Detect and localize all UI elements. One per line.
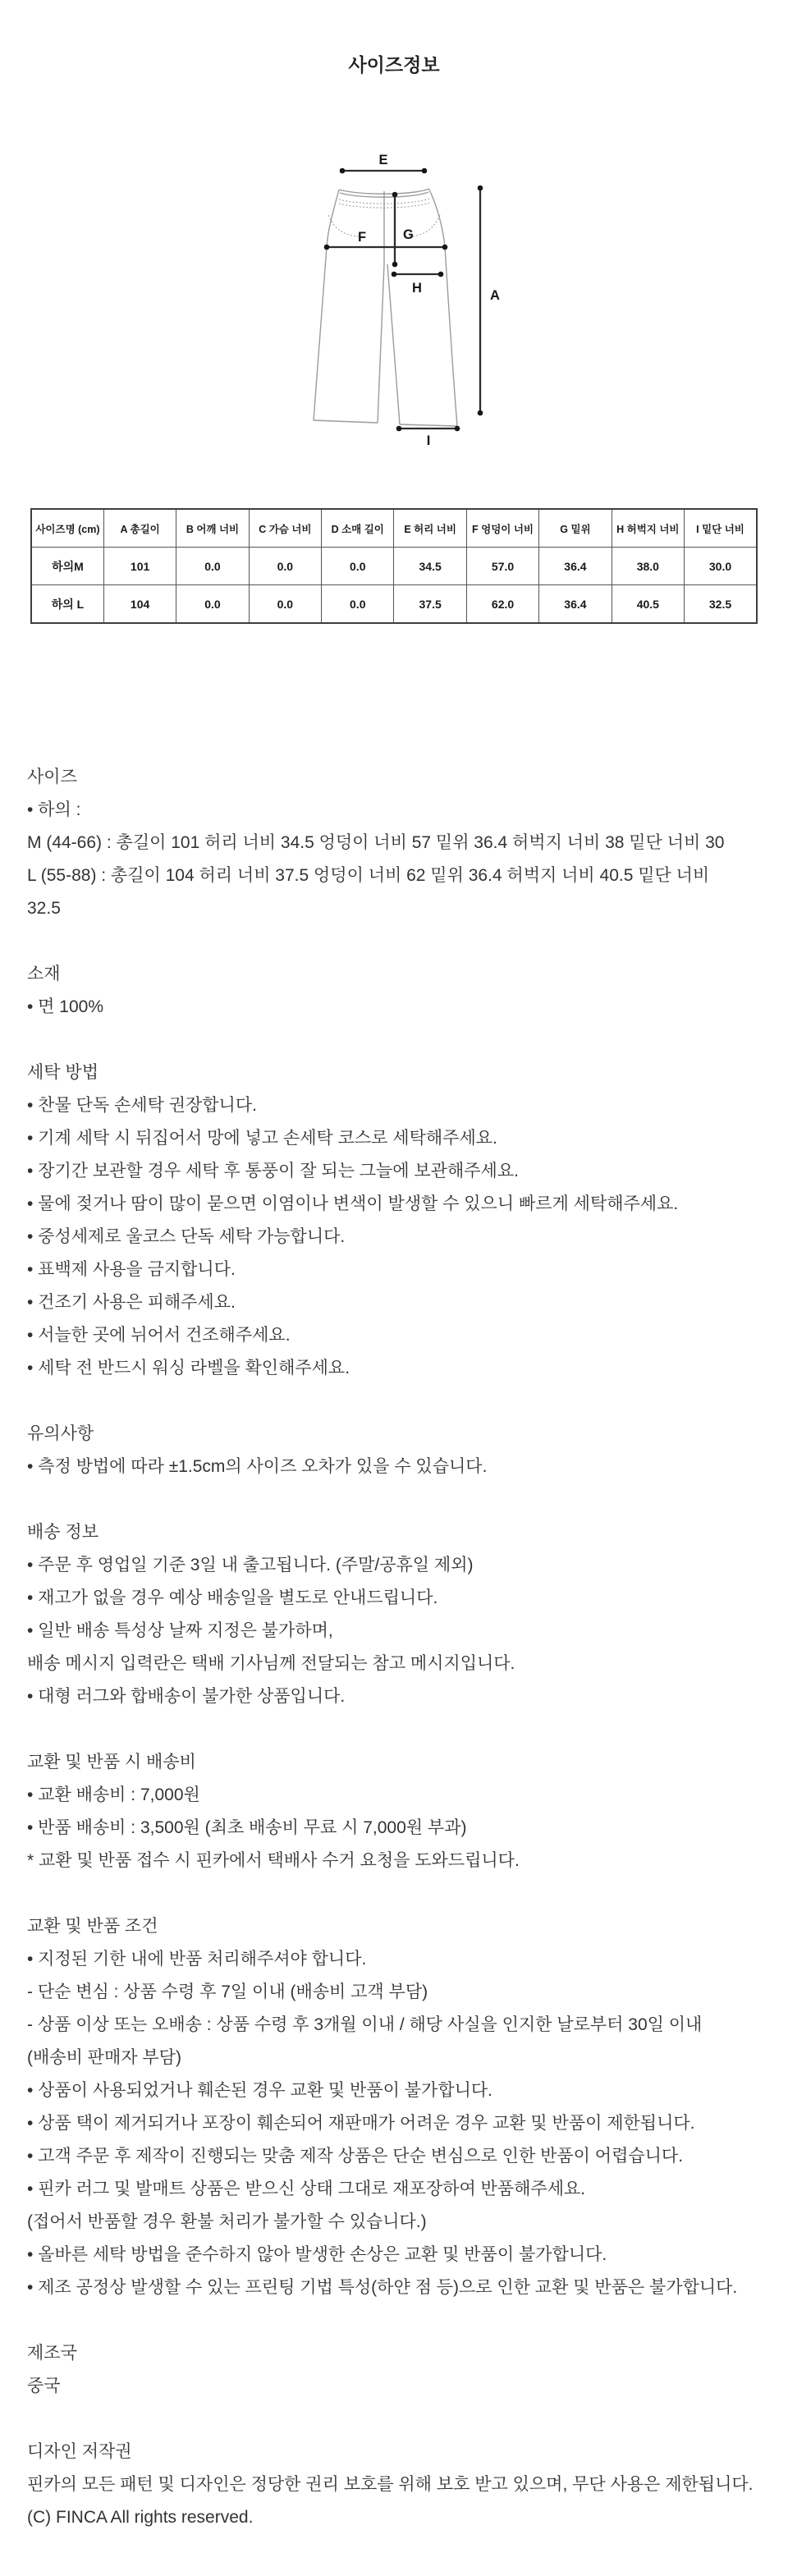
size-table-cell: 104 <box>103 585 176 624</box>
size-table-cell: 57.0 <box>466 548 538 585</box>
size-table-cell: 0.0 <box>322 585 394 624</box>
section-heading: 유의사항 <box>27 1424 94 1443</box>
size-table-cell: 32.5 <box>685 585 757 624</box>
pants-outline <box>314 189 457 426</box>
section-heading: 소재 <box>27 965 61 983</box>
text-line: • 주문 후 영업일 기준 3일 내 출고됩니다. (주말/공휴일 제외) <box>27 1556 474 1574</box>
text-line: • 면 100% <box>27 997 104 1016</box>
size-table-cell: 37.5 <box>394 585 466 624</box>
size-table-header-cell: E 허리 너비 <box>394 509 466 548</box>
right-pocket-stitch <box>410 215 440 236</box>
text-line: • 하의 : <box>27 800 81 819</box>
size-table-cell: 0.0 <box>249 548 321 585</box>
text-line: • 측정 방법에 따라 ±1.5cm의 사이즈 오차가 있을 수 있습니다. <box>27 1457 488 1476</box>
label-F: F <box>357 230 367 245</box>
section-heading: 배송 정보 <box>27 1523 98 1542</box>
page-title: 사이즈정보 <box>348 54 440 76</box>
size-table-cell: 하의M <box>31 548 103 585</box>
size-table-header-cell: C 가슴 너비 <box>249 509 321 548</box>
info-section <box>27 2436 761 2534</box>
text-line: • 제조 공정상 발생할 수 있는 프린팅 기법 특성(하얀 점 등)으로 인한 교환 및 반품은 불가합니다. <box>27 2278 738 2297</box>
text-line: L (55-88) : 총길이 104 허리 너비 37.5 엉덩이 너비 62 밑위 36.4 허벅지 너비 40.5 밑단 너비 <box>27 866 710 885</box>
label-I: I <box>426 433 431 448</box>
left-pocket-stitch <box>328 215 359 236</box>
text-line: - 단순 변심 : 상품 수령 후 7일 이내 (배송비 고객 부담) <box>27 1982 428 2001</box>
text-line: • 핀카 러그 및 발매트 상품은 받으신 상태 그대로 재포장하여 반품해주세요. <box>27 2180 586 2198</box>
info-section <box>27 2337 761 2403</box>
size-table <box>30 508 758 624</box>
text-line: (C) FINCA All rights reserved. <box>27 2508 254 2527</box>
size-table-cell: 38.0 <box>612 548 684 585</box>
size-table-cell: 하의 L <box>31 585 103 624</box>
size-table-row <box>31 548 757 585</box>
size-table-cell: 0.0 <box>249 585 321 624</box>
size-table-header-cell: D 소매 길이 <box>322 509 394 548</box>
size-table-cell: 30.0 <box>685 548 757 585</box>
size-table-cell: 101 <box>103 548 176 585</box>
text-line: • 세탁 전 반드시 워싱 라벨을 확인해주세요. <box>27 1359 350 1377</box>
text-line: • 상품 택이 제거되거나 포장이 훼손되어 재판매가 어려운 경우 교환 및 반품이 제한됩니다. <box>27 2114 695 2133</box>
size-table-cell: 62.0 <box>466 585 538 624</box>
size-table-header-cell: F 엉덩이 너비 <box>466 509 538 548</box>
size-table-cell: 36.4 <box>539 548 612 585</box>
size-table-header-cell: I 밑단 너비 <box>685 509 757 548</box>
text-line: • 올바른 세탁 방법을 준수하지 않아 발생한 손상은 교환 및 반품이 불가합니다. <box>27 2245 607 2264</box>
section-heading: 세탁 방법 <box>27 1063 98 1082</box>
info-section <box>27 1418 761 1483</box>
size-table-header-row <box>31 509 757 548</box>
info-section <box>27 1910 761 2304</box>
text-line: 배송 메시지 입력란은 택배 기사님께 전달되는 참고 메시지입니다. <box>27 1654 515 1673</box>
text-line: - 상품 이상 또는 오배송 : 상품 수령 후 3개월 이내 / 해당 사실을 인지한 날로부터 30일 이내 <box>27 2015 703 2034</box>
size-table-header-cell: B 어깨 너비 <box>176 509 249 548</box>
text-line: 핀카의 모든 패턴 및 디자인은 정당한 권리 보호를 위해 보호 받고 있으며, 무단 사용은 제한됩니다. <box>27 2475 754 2494</box>
section-heading: 제조국 <box>27 2344 77 2363</box>
size-table-cell: 0.0 <box>176 585 249 624</box>
label-G: G <box>403 227 414 242</box>
text-line: • 서늘한 곳에 뉘어서 건조해주세요. <box>27 1326 291 1345</box>
text-line: * 교환 및 반품 접수 시 핀카에서 택배사 수거 요청을 도와드립니다. <box>27 1851 520 1870</box>
info-section <box>27 1057 761 1385</box>
section-heading: 교환 및 반품 시 배송비 <box>27 1753 196 1772</box>
label-A: A <box>490 288 500 303</box>
measurement-lines <box>324 168 483 432</box>
text-line: • 찬물 단독 손세탁 권장합니다. <box>27 1096 257 1115</box>
text-line: (배송비 판매자 부담) <box>27 2048 181 2067</box>
text-line: • 지정된 기한 내에 반품 처리해주셔야 합니다. <box>27 1950 367 1969</box>
info-section <box>27 1516 761 1713</box>
size-table-cell: 0.0 <box>322 548 394 585</box>
text-line: • 물에 젖거나 땀이 많이 묻으면 이염이나 변색이 발생할 수 있으니 빠르게 세탁해주세요. <box>27 1194 679 1213</box>
size-table-header-cell: 사이즈명 (cm) <box>31 509 103 548</box>
text-line: • 고객 주문 후 제작이 진행되는 맞춤 제작 상품은 단순 변심으로 인한 반품이 어렵습니다. <box>27 2147 684 2166</box>
text-line: • 장기간 보관할 경우 세탁 후 통풍이 잘 되는 그늘에 보관해주세요. <box>27 1162 519 1180</box>
text-line: M (44-66) : 총길이 101 허리 너비 34.5 엉덩이 너비 57 밑위 36.4 허벅지 너비 38 밑단 너비 30 <box>27 833 725 852</box>
text-line: • 재고가 없을 경우 예상 배송일을 별도로 안내드립니다. <box>27 1588 438 1607</box>
info-section <box>27 958 761 1024</box>
section-heading: 교환 및 반품 조건 <box>27 1917 158 1936</box>
text-line: • 상품이 사용되었거나 훼손된 경우 교환 및 반품이 불가합니다. <box>27 2081 493 2100</box>
text-line: • 반품 배송비 : 3,500원 (최초 배송비 무료 시 7,000원 부과) <box>27 1818 467 1837</box>
product-info-text <box>0 624 788 2534</box>
pants-measurement-diagram <box>263 140 525 468</box>
size-table-cell: 36.4 <box>539 585 612 624</box>
text-line: • 표백제 사용을 금지합니다. <box>27 1260 236 1279</box>
text-line: • 중성세제로 울코스 단독 세탁 가능합니다. <box>27 1227 346 1246</box>
size-table-header-cell: H 허벅지 너비 <box>612 509 684 548</box>
size-table-header-cell: A 총길이 <box>103 509 176 548</box>
section-heading: 디자인 저작권 <box>27 2442 132 2461</box>
size-table-header-cell: G 밑위 <box>539 509 612 548</box>
text-line: • 일반 배송 특성상 날짜 지정은 불가하며, <box>27 1621 333 1640</box>
size-table-row <box>31 585 757 624</box>
text-line: • 건조기 사용은 피해주세요. <box>27 1293 236 1312</box>
text-line: • 기계 세탁 시 뒤집어서 망에 넣고 손세탁 코스로 세탁해주세요. <box>27 1129 497 1148</box>
pants-diagram-svg <box>263 140 525 468</box>
info-section <box>27 1746 761 1877</box>
text-line: (접어서 반품할 경우 환불 처리가 불가할 수 있습니다.) <box>27 2212 427 2231</box>
text-line: 중국 <box>27 2377 61 2395</box>
label-H: H <box>412 281 422 296</box>
text-line: 32.5 <box>27 899 61 918</box>
text-line: • 대형 러그와 합배송이 불가한 상품입니다. <box>27 1687 346 1706</box>
text-line: • 교환 배송비 : 7,000원 <box>27 1785 200 1804</box>
info-section <box>27 761 761 925</box>
size-table-cell: 34.5 <box>394 548 466 585</box>
size-table-cell: 0.0 <box>176 548 249 585</box>
section-heading: 사이즈 <box>27 768 77 786</box>
label-E: E <box>378 153 388 167</box>
size-table-cell: 40.5 <box>612 585 684 624</box>
